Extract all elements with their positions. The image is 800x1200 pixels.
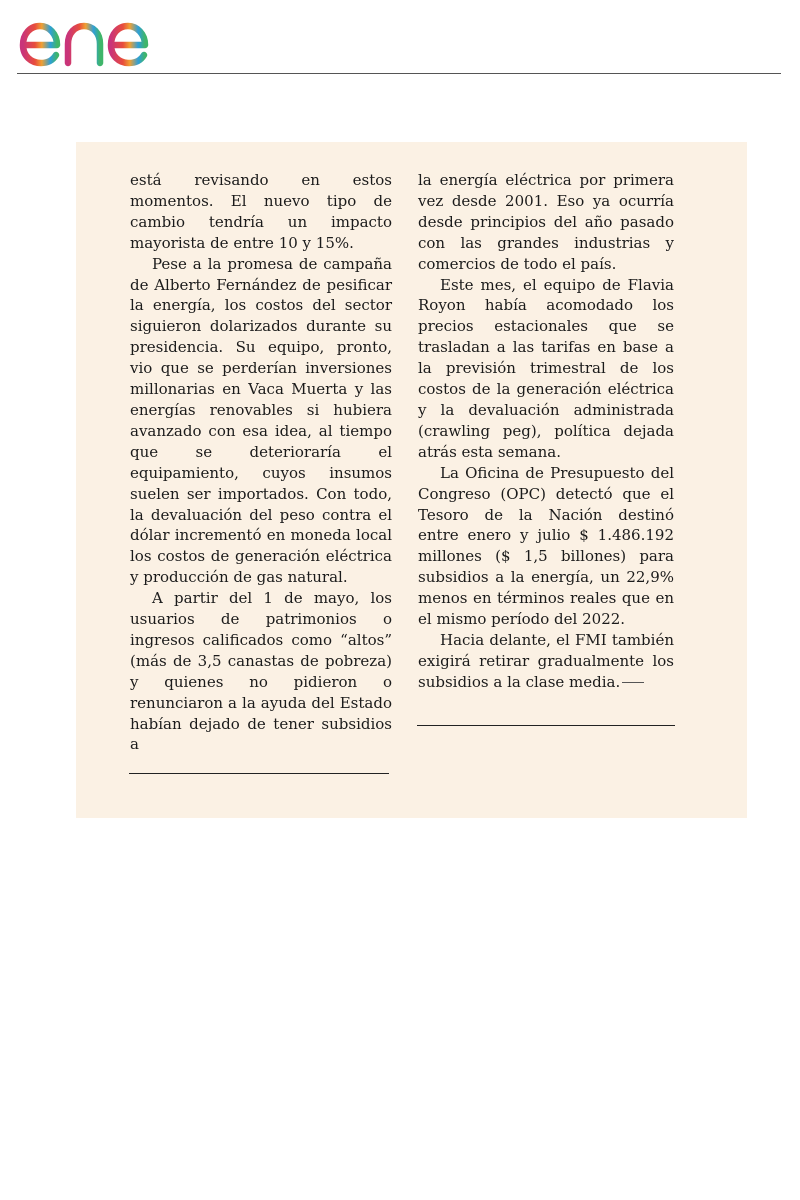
paragraph: Este mes, el equipo de Flavia Royon había acomodado los precios estacionales que se trasladan a las tarifas en base a la previsión trimestral de los costos de la generación eléctrica y la devaluación administrada (crawling peg), política dejada atrás esta semana. xyxy=(418,275,674,461)
paragraph: La Oficina de Presupuesto del Congreso (OPC) detectó que el Tesoro de la Nación destinó entre enero y julio $ 1.486.192 millones ($ 1,5 billones) para subsidios a la energía, un 22,9% menos en términos reales que en el mismo período del 2022. xyxy=(418,463,674,629)
column-end-rule xyxy=(129,773,389,774)
enel-logo xyxy=(18,4,183,68)
paragraph: A partir del 1 de mayo, los usuarios de patrimonios o ingresos calificados como “altos” (más de 3,5 canastas de pobreza) y quienes no pidieron o renunciaron a la ayuda del Estado habían dejado de tener subsidios a xyxy=(130,589,392,754)
paragraph: Pese a la promesa de campaña de Alberto Fernández de pesificar la energía, los costos del sector siguieron dolarizados durante su presidencia. Su equipo, pronto, vio que se perderían inversiones millonarias en Vaca Muerta y las energías renovables si hubiera avanzado con esa idea, al tiempo que se deterioraría el equipamiento, cuyos insumos suelen ser importados. Con todo, la devaluación del peso contra el dólar incrementó en moneda local los costos de generación eléctrica y producción de gas natural. xyxy=(130,254,392,587)
paragraph: Hacia delante, el FMI también exigirá retirar gradualmente los subsidios a la clase media. xyxy=(418,630,674,691)
column-end-rule xyxy=(417,725,675,726)
article-right-column xyxy=(418,170,674,693)
header-divider xyxy=(17,73,781,74)
newspaper-clipping xyxy=(76,142,747,818)
article-left-column xyxy=(130,170,392,755)
paragraph: la energía eléctrica por primera vez desde 2001. Eso ya ocurría desde principios del año pasado con las grandes industrias y comercios de todo el país. xyxy=(418,171,674,273)
article-end-mark xyxy=(622,682,644,683)
paragraph: está revisando en estos momentos. El nuevo tipo de cambio tendría un impacto mayorista de entre 10 y 15%. xyxy=(130,171,392,252)
